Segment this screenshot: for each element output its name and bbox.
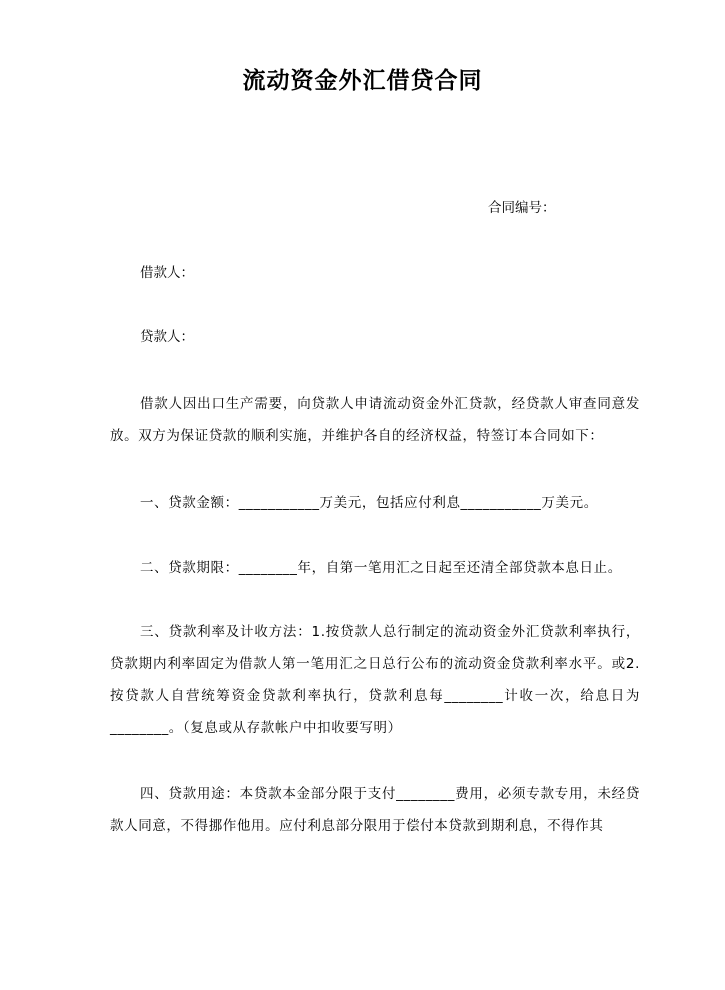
lender-label: 贷款人：: [140, 329, 194, 345]
clause-interest-rate: 三、贷款利率及计收方法：1.按贷款人总行制定的流动资金外汇贷款利率执行，贷款期内利率固定为借款人第一笔用汇之日总行公布的流动资金贷款利率水平。或2.按贷款人自营统筹资金贷款利率执行，贷款利息每________计收一次，给息日为________。（复息或从存款帐户中扣收要写明）: [110, 624, 640, 736]
document-title: 流动资金外汇借贷合同: [242, 68, 483, 94]
clause-loan-purpose: 四、贷款用途：本贷款本金部分限于支付________费用，必须专款专用，未经贷款人同意，不得挪作他用。应付利息部分限用于偿付本贷款到期利息，不得作其: [110, 786, 640, 834]
clause-loan-amount: 一、贷款金额：___________万美元，包括应付利息___________万美元。: [140, 495, 598, 511]
clause-loan-term: 二、贷款期限：________年，自第一笔用汇之日起至还清全部贷款本息日止。: [140, 560, 622, 576]
contract-number-label: 合同编号：: [488, 200, 556, 216]
intro-paragraph: 借款人因出口生产需要，向贷款人申请流动资金外汇贷款，经贷款人审查同意发放。双方为保证贷款的顺利实施，并维护各自的经济权益，特签订本合同如下：: [110, 396, 640, 444]
borrower-label: 借款人：: [140, 265, 194, 281]
